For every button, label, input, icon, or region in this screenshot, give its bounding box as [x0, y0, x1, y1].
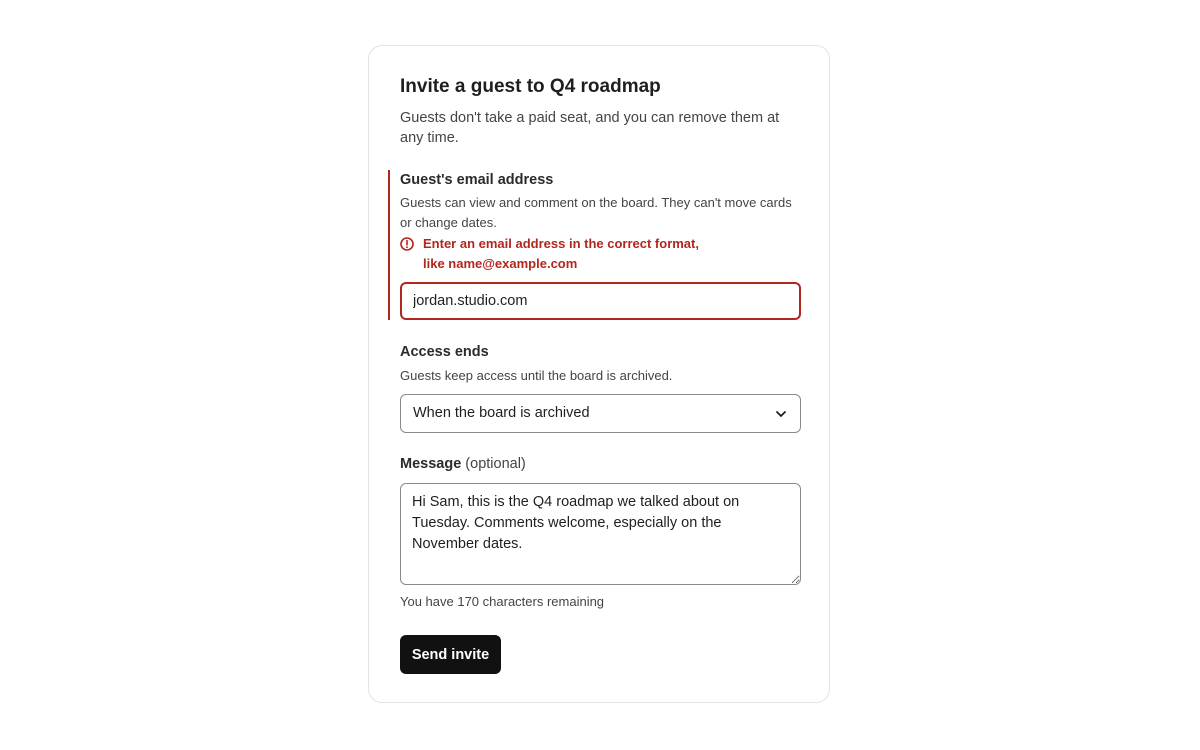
- chevron-down-icon: [774, 408, 788, 420]
- dialog-title: Invite a guest to Q4 roadmap: [400, 76, 661, 97]
- character-counter: You have 170 characters remaining: [400, 594, 605, 609]
- access-ends-help-text: Guests keep access until the board is archived.: [400, 368, 673, 383]
- dialog-subtitle: Guests don't take a paid seat, and you can remove them at any time.: [400, 110, 780, 146]
- error-icon: [400, 237, 414, 251]
- message-label: [400, 456, 526, 472]
- email-field-group: [388, 170, 801, 320]
- message-label-text: Message: [400, 456, 462, 472]
- email-label: Guest's email address: [400, 172, 554, 188]
- access-ends-label: Access ends: [400, 344, 489, 360]
- invite-guest-dialog: [368, 45, 830, 703]
- access-ends-select[interactable]: [400, 394, 801, 433]
- email-input[interactable]: [400, 282, 801, 320]
- message-optional-tag: (optional): [465, 456, 526, 472]
- message-textarea[interactable]: [400, 483, 801, 585]
- access-ends-selected-value: When the board is archived: [413, 405, 590, 421]
- send-invite-button[interactable]: Send invite: [400, 635, 501, 674]
- email-help-text: Guests can view and comment on the board. They can't move cards or change dates.: [400, 195, 792, 230]
- email-error-text: Enter an email address in the correct format, like name@example.com: [423, 236, 699, 271]
